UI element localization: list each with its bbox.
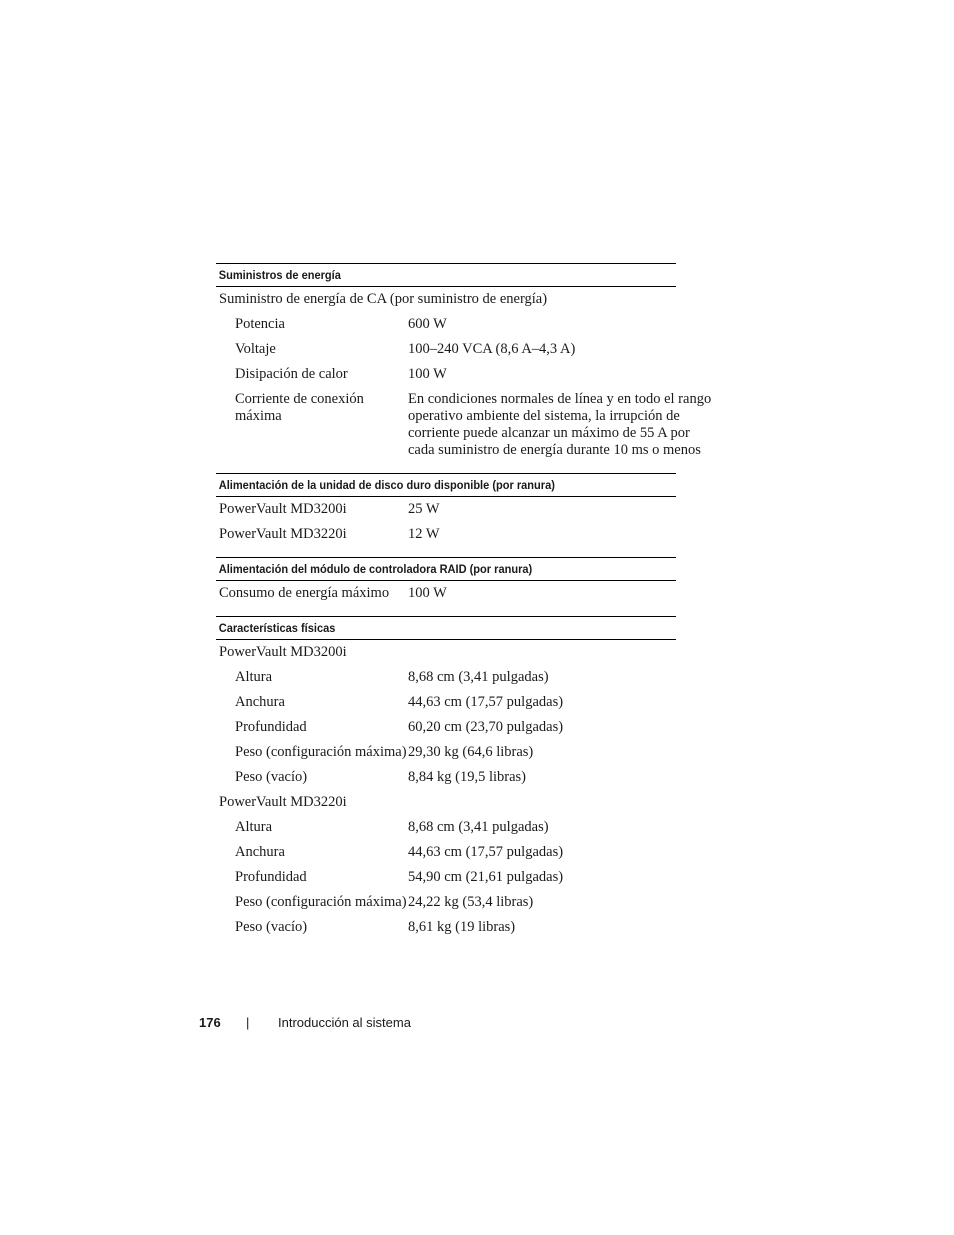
row-value: En condiciones normales de línea y en todo el rango operativo ambiente del sistema, la irrupción de corriente puede alcanzar un máximo de 55 A por cada suministro de energía durante 10 ms o menos xyxy=(408,391,712,458)
table-row xyxy=(216,690,716,715)
row-value: 60,20 cm (23,70 pulgadas) xyxy=(408,719,564,735)
table-row xyxy=(216,362,716,387)
section-header-physical: Características físicas xyxy=(216,616,676,640)
section-header-raid-power: Alimentación del módulo de controladora RAID (por ranura) xyxy=(216,557,676,581)
row-label: Peso (vacío) xyxy=(235,919,308,935)
row-value: 24,22 kg (53,4 libras) xyxy=(408,894,534,910)
row-value: 8,68 cm (3,41 pulgadas) xyxy=(408,669,549,685)
row-value: 100–240 VCA (8,6 A–4,3 A) xyxy=(408,341,576,357)
row-label: Disipación de calor xyxy=(235,366,348,382)
row-label: PowerVault MD3220i xyxy=(219,526,347,542)
table-row xyxy=(216,715,716,740)
row-value: 44,63 cm (17,57 pulgadas) xyxy=(408,694,564,710)
row-label: Profundidad xyxy=(235,719,307,735)
row-label: Altura xyxy=(235,819,273,835)
table-row xyxy=(216,840,716,865)
section-header-power-supplies: Suministros de energía xyxy=(216,263,676,287)
row-value xyxy=(408,644,716,661)
row-value: 100 W xyxy=(408,585,447,601)
table-row xyxy=(216,765,716,790)
row-value: 12 W xyxy=(408,526,440,542)
row-label: Anchura xyxy=(235,694,285,710)
row-label: PowerVault MD3200i xyxy=(219,501,347,517)
row-value: 25 W xyxy=(408,501,440,517)
row-label: PowerVault MD3220i xyxy=(219,794,347,810)
table-row xyxy=(216,640,716,665)
row-value: 54,90 cm (21,61 pulgadas) xyxy=(408,869,564,885)
table-row xyxy=(216,522,716,547)
table-row xyxy=(216,890,716,915)
table-row xyxy=(216,740,716,765)
row-value: 8,84 kg (19,5 libras) xyxy=(408,769,526,785)
row-label: Potencia xyxy=(235,316,285,332)
table-row xyxy=(216,581,716,606)
row-value xyxy=(408,794,716,811)
table-row xyxy=(216,815,716,840)
section-header-hdd-power: Alimentación de la unidad de disco duro disponible (por ranura) xyxy=(216,473,676,497)
table-row xyxy=(216,497,716,522)
table-row xyxy=(216,665,716,690)
row-value: 8,68 cm (3,41 pulgadas) xyxy=(408,819,549,835)
row-label: Suministro de energía de CA (por suministro de energía) xyxy=(219,291,548,307)
table-row xyxy=(216,387,716,463)
table-row xyxy=(216,790,716,815)
row-label: Profundidad xyxy=(235,869,307,885)
table-row xyxy=(216,915,716,940)
row-label: Anchura xyxy=(235,844,285,860)
row-label: Peso (vacío) xyxy=(235,769,308,785)
row-label: Peso (configuración máxima) xyxy=(235,744,407,760)
footer-separator: | xyxy=(246,1015,250,1030)
row-label: Altura xyxy=(235,669,273,685)
table-row xyxy=(216,287,716,312)
row-label: Corriente de conexión máxima xyxy=(235,391,364,424)
table-row xyxy=(216,312,716,337)
row-label: Voltaje xyxy=(235,341,276,357)
row-value: 8,61 kg (19 libras) xyxy=(408,919,516,935)
page-number: 176 xyxy=(199,1015,221,1030)
row-label: PowerVault MD3200i xyxy=(219,644,347,660)
row-value: 44,63 cm (17,57 pulgadas) xyxy=(408,844,564,860)
table-row xyxy=(216,865,716,890)
chapter-title: Introducción al sistema xyxy=(278,1015,411,1030)
spec-table xyxy=(216,263,716,940)
row-value: 100 W xyxy=(408,366,447,382)
row-value: 29,30 kg (64,6 libras) xyxy=(408,744,534,760)
table-row xyxy=(216,337,716,362)
row-label: Peso (configuración máxima) xyxy=(235,894,407,910)
row-label: Consumo de energía máximo xyxy=(219,585,390,601)
row-value: 600 W xyxy=(408,316,447,332)
